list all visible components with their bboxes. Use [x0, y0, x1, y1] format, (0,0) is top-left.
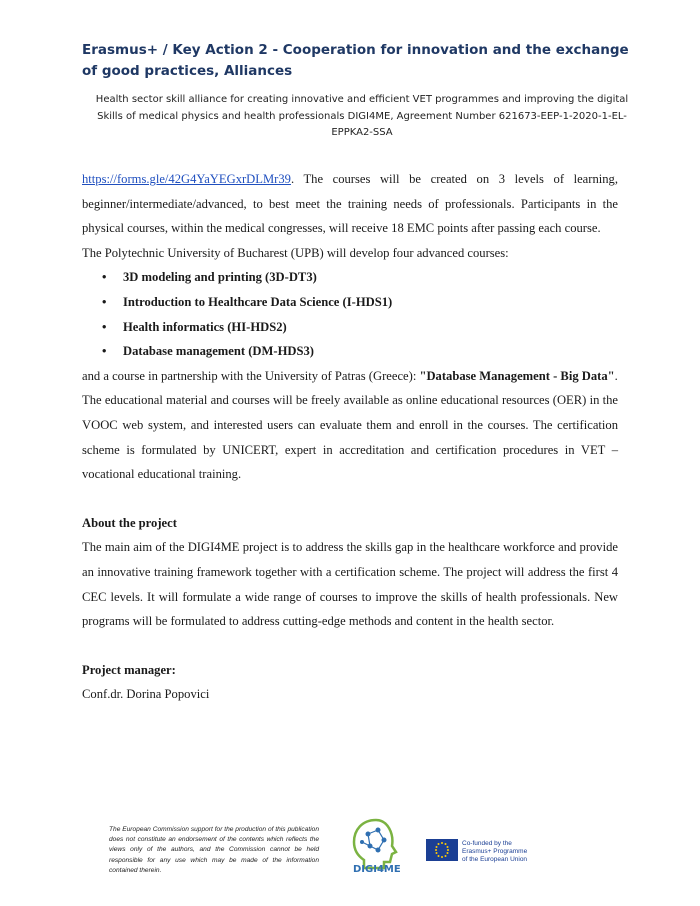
intro-paragraph [82, 167, 618, 241]
course-item: • Introduction to Healthcare Data Science (I-HDS1) [102, 290, 618, 315]
manager-heading: Project manager: [82, 662, 176, 677]
document-title: Erasmus+ / Key Action 2 - Cooperation for innovation and the exchange of good practices, Alliances [82, 42, 629, 79]
about-paragraph: The main aim of the DIGI4ME project is to address the skills gap in the healthcare workforce and provide an innovative training framework together with a certification scheme. The project will address the first 4 CEC levels. It will formulate a wide range of courses to improve the skills of health professionals. New programs will be formulated to address cutting-edge methods and content in the health sector. [82, 540, 618, 629]
eu-line: of the European Union [462, 855, 528, 863]
eu-flag-icon [426, 839, 458, 861]
upb-intro: The Polytechnic University of Bucharest (UPB) will develop four advanced courses: [82, 245, 509, 260]
partnership-text: and a course in partnership with the University of Patras (Greece): [82, 368, 420, 383]
partnership-course: "Database Management - Big Data" [419, 368, 615, 383]
eu-disclaimer: The European Commission support for the production of this publication does not constitute an endorsement of the contents which reflects the views only of the authors, and the Commission cannot be held responsible for any use which may be made of the information contained therein. [109, 826, 319, 874]
eu-line: Co-funded by the [462, 840, 512, 847]
course-item: • 3D modeling and printing (3D-DT3) [102, 265, 618, 290]
partnership-paragraph [82, 364, 618, 389]
eu-cofunded-text [462, 840, 527, 863]
course-item: • Database management (DM-HDS3) [102, 339, 618, 364]
project-subtitle: Health sector skill alliance for creating innovative and efficient VET programmes and improving the digital Skills of medical physics and health professionals DIGI4ME, Agreement Number 621673-EEP-1-2020-1-EL-EPPKA2-SSA [95, 94, 629, 138]
intro-text: . The courses will be created on 3 levels of learning, beginner/intermediate/advanced, to best meet the training needs of professionals. Participants in the physical courses, within the medical congresses, will receive 18 EMC points after passing each course. [82, 172, 618, 236]
course-list [82, 265, 618, 363]
digi4me-logo-text: DIGI4ME [353, 864, 401, 875]
form-link[interactable]: https://forms.gle/42G4YaYEGxrDLMr39 [82, 172, 291, 186]
manager-name: Conf.dr. Dorina Popovici [82, 687, 210, 702]
partnership-end: . [614, 368, 618, 383]
document-body [82, 167, 618, 707]
course-item: • Health informatics (HI-HDS2) [102, 315, 618, 340]
eu-line: Erasmus+ Programme [462, 847, 528, 855]
about-heading: About the project [82, 515, 177, 530]
oer-paragraph: The educational material and courses will be freely available as online educational resources (OER) in the VOOC web system, and interested users can evaluate them and enroll in the courses. The certification scheme is formulated by UNICERT, expert in accreditation and certification procedures in VET – vocational educational training. [82, 393, 618, 482]
